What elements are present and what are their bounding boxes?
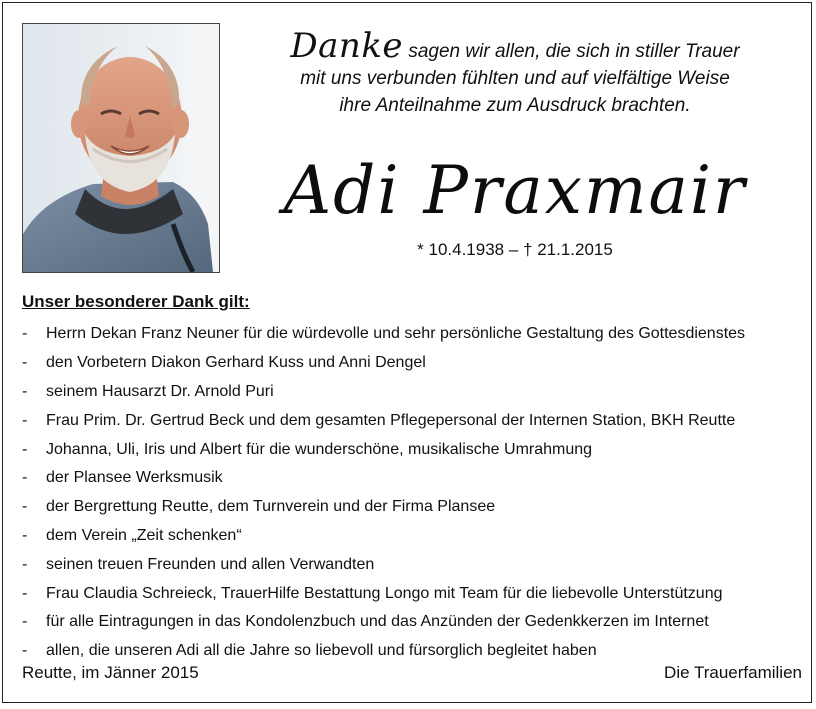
list-item xyxy=(22,608,808,637)
signature: Die Trauerfamilien xyxy=(664,663,802,682)
list-bullet: - xyxy=(22,440,28,458)
list-item xyxy=(22,320,808,349)
thanks-list-heading: Unser besonderer Dank gilt: xyxy=(22,292,250,311)
list-item-text: der Bergrettung Reutte, dem Turnverein und der Firma Plansee xyxy=(46,498,496,516)
list-item-text: dem Verein „Zeit schenken“ xyxy=(46,526,242,544)
list-bullet: - xyxy=(22,642,28,660)
place-and-date: Reutte, im Jänner 2015 xyxy=(22,663,199,682)
list-bullet: - xyxy=(22,354,28,372)
life-dates: * 10.4.1938 – † 21.1.2015 xyxy=(417,240,613,259)
list-item-text: allen, die unseren Adi all die Jahre so liebevoll und fürsorglich begleitet haben xyxy=(46,642,597,660)
list-item xyxy=(22,493,808,522)
list-item xyxy=(22,550,808,579)
list-bullet: - xyxy=(22,498,28,516)
thanks-line-2: mit uns verbunden fühlten und auf vielfältige Weise xyxy=(300,68,730,89)
thanks-message xyxy=(235,26,795,119)
list-bullet: - xyxy=(22,411,28,429)
list-item xyxy=(22,349,808,378)
list-item-text: seinem Hausarzt Dr. Arnold Puri xyxy=(46,382,274,400)
thanks-line-1 xyxy=(235,26,795,66)
list-item-text: seinen treuen Freunden und allen Verwandten xyxy=(46,555,375,573)
thanks-list xyxy=(22,320,808,666)
list-bullet: - xyxy=(22,613,28,631)
list-bullet: - xyxy=(22,584,28,602)
list-item xyxy=(22,522,808,551)
list-item-text: den Vorbetern Diakon Gerhard Kuss und Anni Dengel xyxy=(46,354,426,372)
thanks-line-3: ihre Anteilnahme zum Ausdruck brachten. xyxy=(339,95,691,116)
list-item xyxy=(22,435,808,464)
obituary-card xyxy=(2,2,812,703)
deceased-name: Adi Praxmair xyxy=(283,152,747,229)
list-bullet: - xyxy=(22,469,28,487)
list-item-text: Herrn Dekan Franz Neuner für die würdevolle und sehr persönliche Gestaltung des Gottesdienstes xyxy=(46,325,746,343)
list-item-text: Frau Prim. Dr. Gertrud Beck und dem gesamten Pflegepersonal der Internen Station, BKH Reutte xyxy=(46,411,736,429)
list-bullet: - xyxy=(22,325,28,343)
list-bullet: - xyxy=(22,526,28,544)
portrait-photo xyxy=(22,23,220,273)
list-bullet: - xyxy=(22,382,28,400)
list-item-text: Johanna, Uli, Iris und Albert für die wunderschöne, musikalische Umrahmung xyxy=(46,440,593,458)
portrait-icon xyxy=(23,24,219,272)
thanks-line-1-rest: sagen wir allen, die sich in stiller Trauer xyxy=(408,41,740,62)
list-item xyxy=(22,406,808,435)
thanks-word: Danke xyxy=(290,26,404,66)
list-item-text: für alle Eintragungen in das Kondolenzbuch und das Anzünden der Gedenkkerzen im Internet xyxy=(46,613,709,631)
list-item xyxy=(22,378,808,407)
list-item xyxy=(22,464,808,493)
list-item xyxy=(22,579,808,608)
list-item-text: der Plansee Werksmusik xyxy=(46,469,223,487)
list-item-text: Frau Claudia Schreieck, TrauerHilfe Bestattung Longo mit Team für die liebevolle Unterstützung xyxy=(46,584,723,602)
list-bullet: - xyxy=(22,555,28,573)
